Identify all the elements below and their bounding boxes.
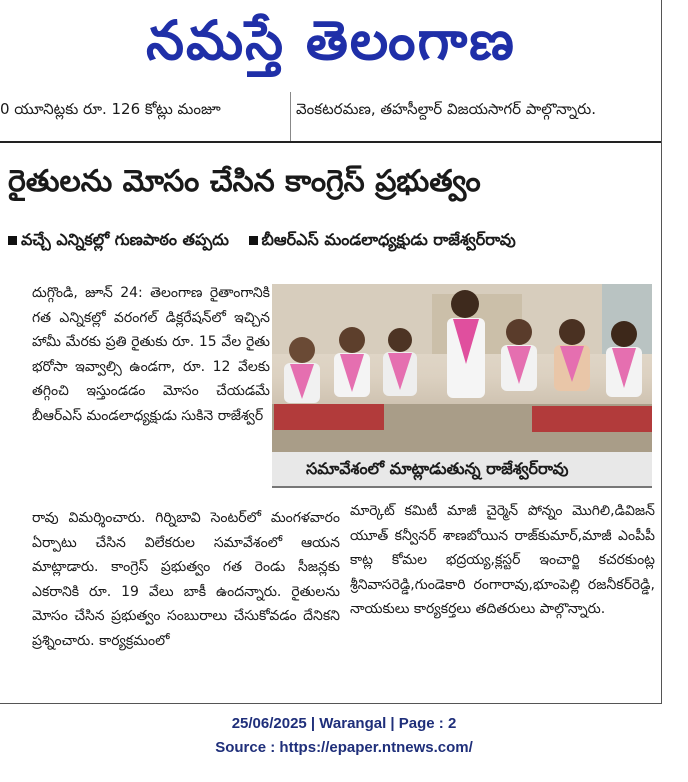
clipping-border-bottom (0, 703, 662, 704)
masthead (0, 0, 662, 92)
group-photo-illustration (272, 284, 652, 452)
article-headline: రైతులను మోసం చేసిన కాంగ్రెస్ ప్రభుత్వం (8, 164, 481, 199)
source-link[interactable]: https://epaper.ntnews.com/ (279, 739, 473, 756)
footer (0, 712, 688, 760)
subhead-2: బీఆర్ఎస్ మండలాధ్యక్షుడు రాజేశ్వర్‌రావు (261, 230, 516, 249)
footer-date-edition: 25/06/2025 | Warangal | Page : 2 (231, 715, 457, 732)
article-body-narrow: దుగ్గొండి, జూన్ 24: తెలంగాణ రైతాంగానికి గత ఎన్నికల్లో వరంగల్ డిక్లరేషన్‌లో ఇచ్చిన హామీ మేరకు ప్రతి రైతుకు రూ. 15 వేల రైతు భరోసా ఇవ్వాల్సి ఉండగా, రూ. 12 వేలకు తగ్గించి ఇస్తుండడం మోసం చేయడమే బీఆర్ఎస్ మండలాధ్యక్షుడు సుకినె రాజేశ్వర్ (32, 285, 270, 424)
footer-source (0, 736, 688, 760)
subhead-1: వచ్చే ఎన్నికల్లో గుణపాఠం తప్పదు (21, 230, 229, 249)
article-body-right-column: మార్కెట్ కమిటీ మాజీ చైర్మెన్ పోన్నం మొగిలి,డివిజన్ యూత్ కన్వీనర్ శాణబోయిన రాజ్‌కుమార్,మాజీ ఎంపీపీ కాట్ల కోమల భద్రయ్య,క్లస్టర్ ఇంచార్జి కచరకుంట్ల శ్రీనివాసరెడ్డి,గుండెకారి రంగారావు,భూంపెల్లి రజనీకర్‌రెడ్డి, నాయకులు కార్యకర్తలు తదితరులు పాల్గొన్నారు. (350, 503, 655, 617)
article-body-continued: రావు విమర్శించారు. గిర్నిబావి సెంటర్‌లో మంగళవారం ఏర్పాటు చేసిన విలేకరుల సమావేశంలో ఆయన మాట్లాడారు. కాంగ్రెస్ ప్రభుత్వం గత రెండు సీజన్లకు ఎకరానికి రూ. 19 వేలు బాకీ ఉందన్నారు. రైతులను మోసం చేసిన ప్రభుత్వం సంబురాలు చేసుకోవడం దేనికని ప్రశ్నించారు. కార్యక్రమంలో (32, 510, 340, 649)
footer-source-label: Source : (215, 739, 280, 756)
caption-rule (272, 486, 652, 488)
strip-divider (290, 92, 291, 142)
article-subheads (8, 230, 658, 253)
clipping-border-right (661, 0, 662, 704)
masthead-logo: నమస్తే తెలంగాణ (146, 9, 516, 72)
photo-caption: సమావేశంలో మాట్లాడుతున్న రాజేశ్వర్‌రావు (272, 452, 652, 486)
previous-article-snippet-left: 0 యూనిట్లకు రూ. 126 కోట్లు మంజూ (0, 100, 221, 118)
bullet-icon (249, 236, 258, 245)
bullet-icon (8, 236, 17, 245)
previous-article-snippet-right: వెంకటరమణ, తహసీల్దార్ విజయసాగర్ పాల్గొన్నారు. (296, 100, 597, 118)
article-photo (272, 284, 652, 452)
section-rule (0, 141, 662, 143)
